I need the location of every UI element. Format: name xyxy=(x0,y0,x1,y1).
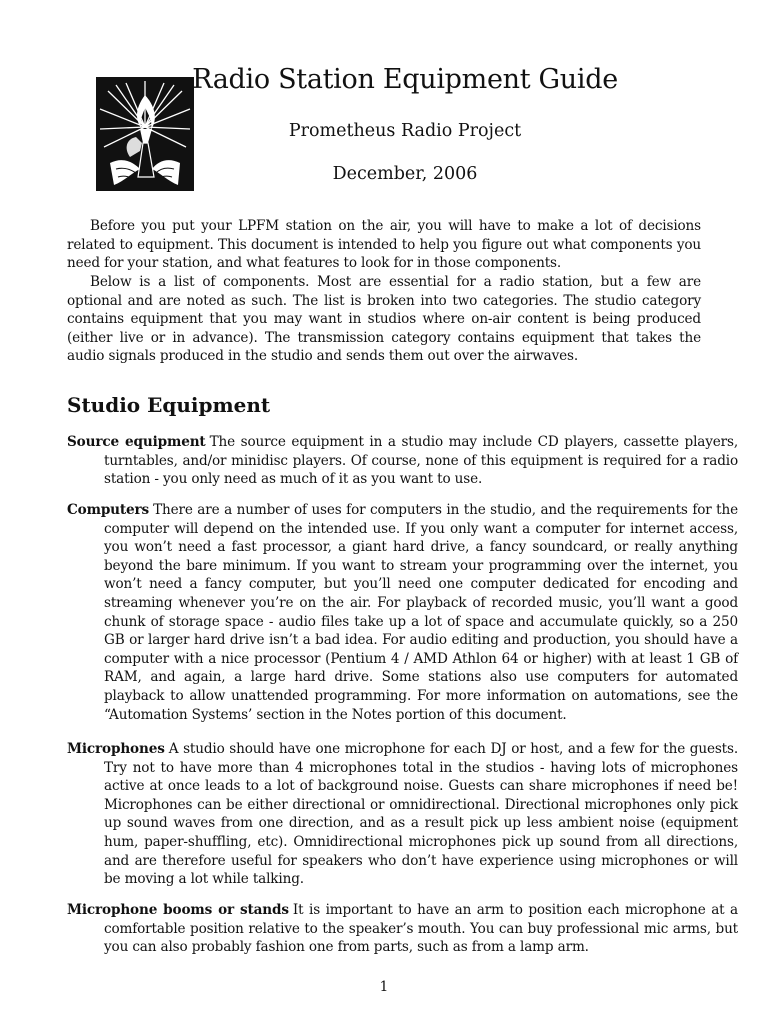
intro-paragraph: Below is a list of components. Most are essential for a radio station, but a few are optional and are noted as such. The list is broken into two categories. The studio category contains equipment that you may want in studios where on-air content is being produced (either live or in advance). The transmission category contains equipment that takes the audio signals produced in the studio and sends them out over the airwaves. xyxy=(67,274,701,365)
document-date: December, 2006 xyxy=(332,164,478,184)
page-number: 1 xyxy=(379,979,389,995)
equipment-item xyxy=(67,433,738,489)
item-description: It is important to have an arm to position each microphone at a comfortable position relative to the speaker’s mouth. You can buy professional mic arms, but you can also probably fashion one from parts, such as from a lamp arm. xyxy=(104,902,738,956)
equipment-item xyxy=(67,501,738,724)
intro-paragraph: Before you put your LPFM station on the air, you will have to make a lot of decisions related to equipment. This document is intended to help you figure out what components you need for your station, and what features to look for in those components. xyxy=(67,218,701,272)
item-term: Computers xyxy=(67,502,150,518)
item-term: Microphone booms or stands xyxy=(67,902,289,918)
item-description: The source equipment in a studio may include CD players, cassette players, turntables, and/or minidisc players. Of course, none of this equipment is required for a radio station - you only need as much of it as you want to use. xyxy=(104,434,738,488)
equipment-item xyxy=(67,740,738,889)
section-heading: Studio Equipment xyxy=(67,393,271,417)
document-title: Radio Station Equipment Guide xyxy=(192,64,618,95)
item-description: A studio should have one microphone for each DJ or host, and a few for the guests. Try not to have more than 4 microphones total in the studios - having lots of microphones active at once leads to a lot of background noise. Guests can share microphones if need be! Microphones can be either directional or omnidirectional. Directional microphones only pick up sound waves from one direction, and as a result pick up less ambient noise (equipment hum, paper-shuffling, etc). Omnidirectional microphones pick up sound from all directions, and are therefore useful for speakers who don’t have experience using microphones or will be moving a lot while talking. xyxy=(104,741,738,888)
prometheus-torch-logo xyxy=(96,77,194,191)
item-term: Microphones xyxy=(67,741,165,757)
equipment-item xyxy=(67,901,738,957)
item-description: There are a number of uses for computers in the studio, and the requirements for the computer will depend on the intended use. If you only want a computer for internet access, you won’t need a fast processor, a giant hard drive, a fancy soundcard, or really anything beyond the bare minimum. If you want to stream your programming over the internet, you won’t need a fancy computer, but you’ll need one computer dedicated for encoding and streaming whenever you’re on the air. For playback of recorded music, you’ll want a good chunk of storage space - audio files take up a lot of space and accumulate quickly, so a 250 GB or larger hard drive isn’t a bad idea. For audio editing and production, you should have a computer with a nice processor (Pentium 4 / AMD Athlon 64 or higher) with at least 1 GB of RAM, and again, a large hard drive. Some stations also use computers for automated playback to allow unattended programming. For more information on automations, see the “Automation Systems’ section in the Notes portion of this document. xyxy=(104,502,738,723)
organization-name: Prometheus Radio Project xyxy=(288,121,522,141)
item-term: Source equipment xyxy=(67,434,206,450)
